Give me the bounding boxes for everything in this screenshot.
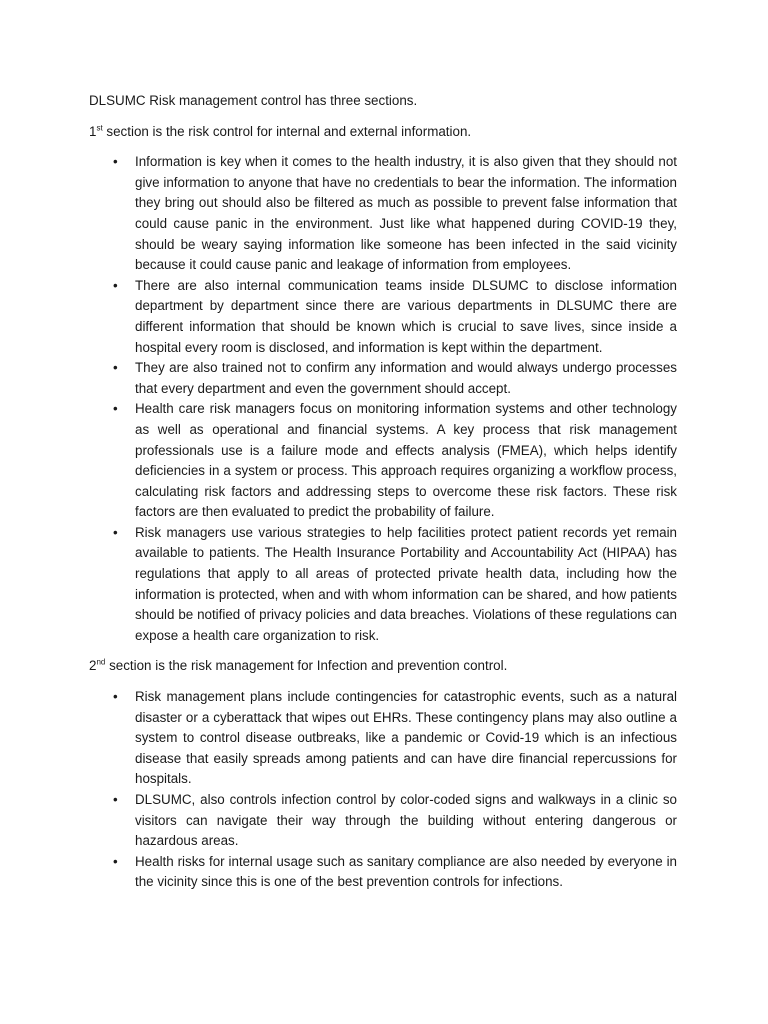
section-2-ordinal: nd <box>96 657 106 667</box>
section-2-list <box>89 687 677 893</box>
list-item-text: There are also internal communication teams inside DLSUMC to disclose information department by department since there are various departments in DLSUMC there are different information that should be known which is crucial to save lives, since inside a hospital every room is disclosed, and information is kept within the department. <box>135 277 677 355</box>
list-item <box>89 152 677 276</box>
bullet-icon: • <box>113 154 118 170</box>
section-1-number: 1 <box>89 123 97 139</box>
bullet-icon: • <box>113 689 118 705</box>
list-item <box>89 399 677 523</box>
list-item <box>89 523 677 647</box>
bullet-icon: • <box>113 277 118 293</box>
section-1-list <box>89 152 677 646</box>
list-item-text: Information is key when it comes to the health industry, it is also given that they should not give information to anyone that have no credentials to bear the information. The information they bring out should also be filtered as much as possible to prevent false information that could cause panic in the environment. Just like what happened during COVID-19 they, should be weary saying information like someone has been infected in the said vicinity because it could cause panic and leakage of information from employees. <box>135 154 677 273</box>
section-2-heading <box>89 656 677 677</box>
bullet-icon: • <box>113 853 118 869</box>
section-2-number: 2 <box>89 658 97 674</box>
section-1-heading <box>89 122 677 143</box>
bullet-icon: • <box>113 524 118 540</box>
bullet-icon: • <box>113 792 118 807</box>
list-item <box>89 276 677 358</box>
bullet-icon: • <box>113 360 118 376</box>
list-item-text: Health risks for internal usage such as sanitary compliance are also needed by everyone in the vicinity since this is one of the best prevention controls for infections. <box>135 853 677 890</box>
document-page <box>89 91 677 903</box>
list-item-text: Health care risk managers focus on monitoring information systems and other technology as well as operational and financial systems. A key process that risk management professionals use is a failure mode and effects analysis (FMEA), which helps identify deficiencies in a system or process. This approach requires organizing a workflow process, calculating risk factors and addressing steps to overcome these risk factors. These risk factors are then evaluated to predict the probability of failure. <box>135 401 677 520</box>
list-item <box>89 358 677 399</box>
list-item-text: Risk management plans include contingencies for catastrophic events, such as a natural disaster or a cyberattack that wipes out EHRs. These contingency plans may also outline a system to control disease outbreaks, like a pandemic or Covid-19 which is an infectious disease that easily spreads among patients and can have dire financial repercussions for hospitals. <box>135 689 677 787</box>
section-1-title: section is the risk control for internal and external information. <box>102 123 472 139</box>
list-item <box>89 790 677 852</box>
list-item-text: Risk managers use various strategies to help facilities protect patient records yet remain available to patients. The Health Insurance Portability and Accountability Act (HIPAA) has regulations that apply to all areas of protected private health data, including how the information is protected, when and with whom information can be shared, and how patients should be notified of privacy policies and data breaches. Violations of these regulations can expose a health care organization to risk. <box>135 524 677 643</box>
section-2-title: section is the risk management for Infection and prevention control. <box>105 658 508 674</box>
list-item <box>89 687 677 790</box>
list-item-text: They are also trained not to confirm any information and would always undergo processes that every department and even the government should accept. <box>135 360 677 396</box>
bullet-icon: • <box>113 401 118 417</box>
section-1-ordinal: st <box>96 123 103 133</box>
intro-paragraph: DLSUMC Risk management control has three sections. <box>89 93 418 108</box>
list-item-text: DLSUMC, also controls infection control by color-coded signs and walkways in a clinic so visitors can navigate their way through the building without entering dangerous or hazardous areas. <box>135 792 677 849</box>
list-item <box>89 852 677 893</box>
